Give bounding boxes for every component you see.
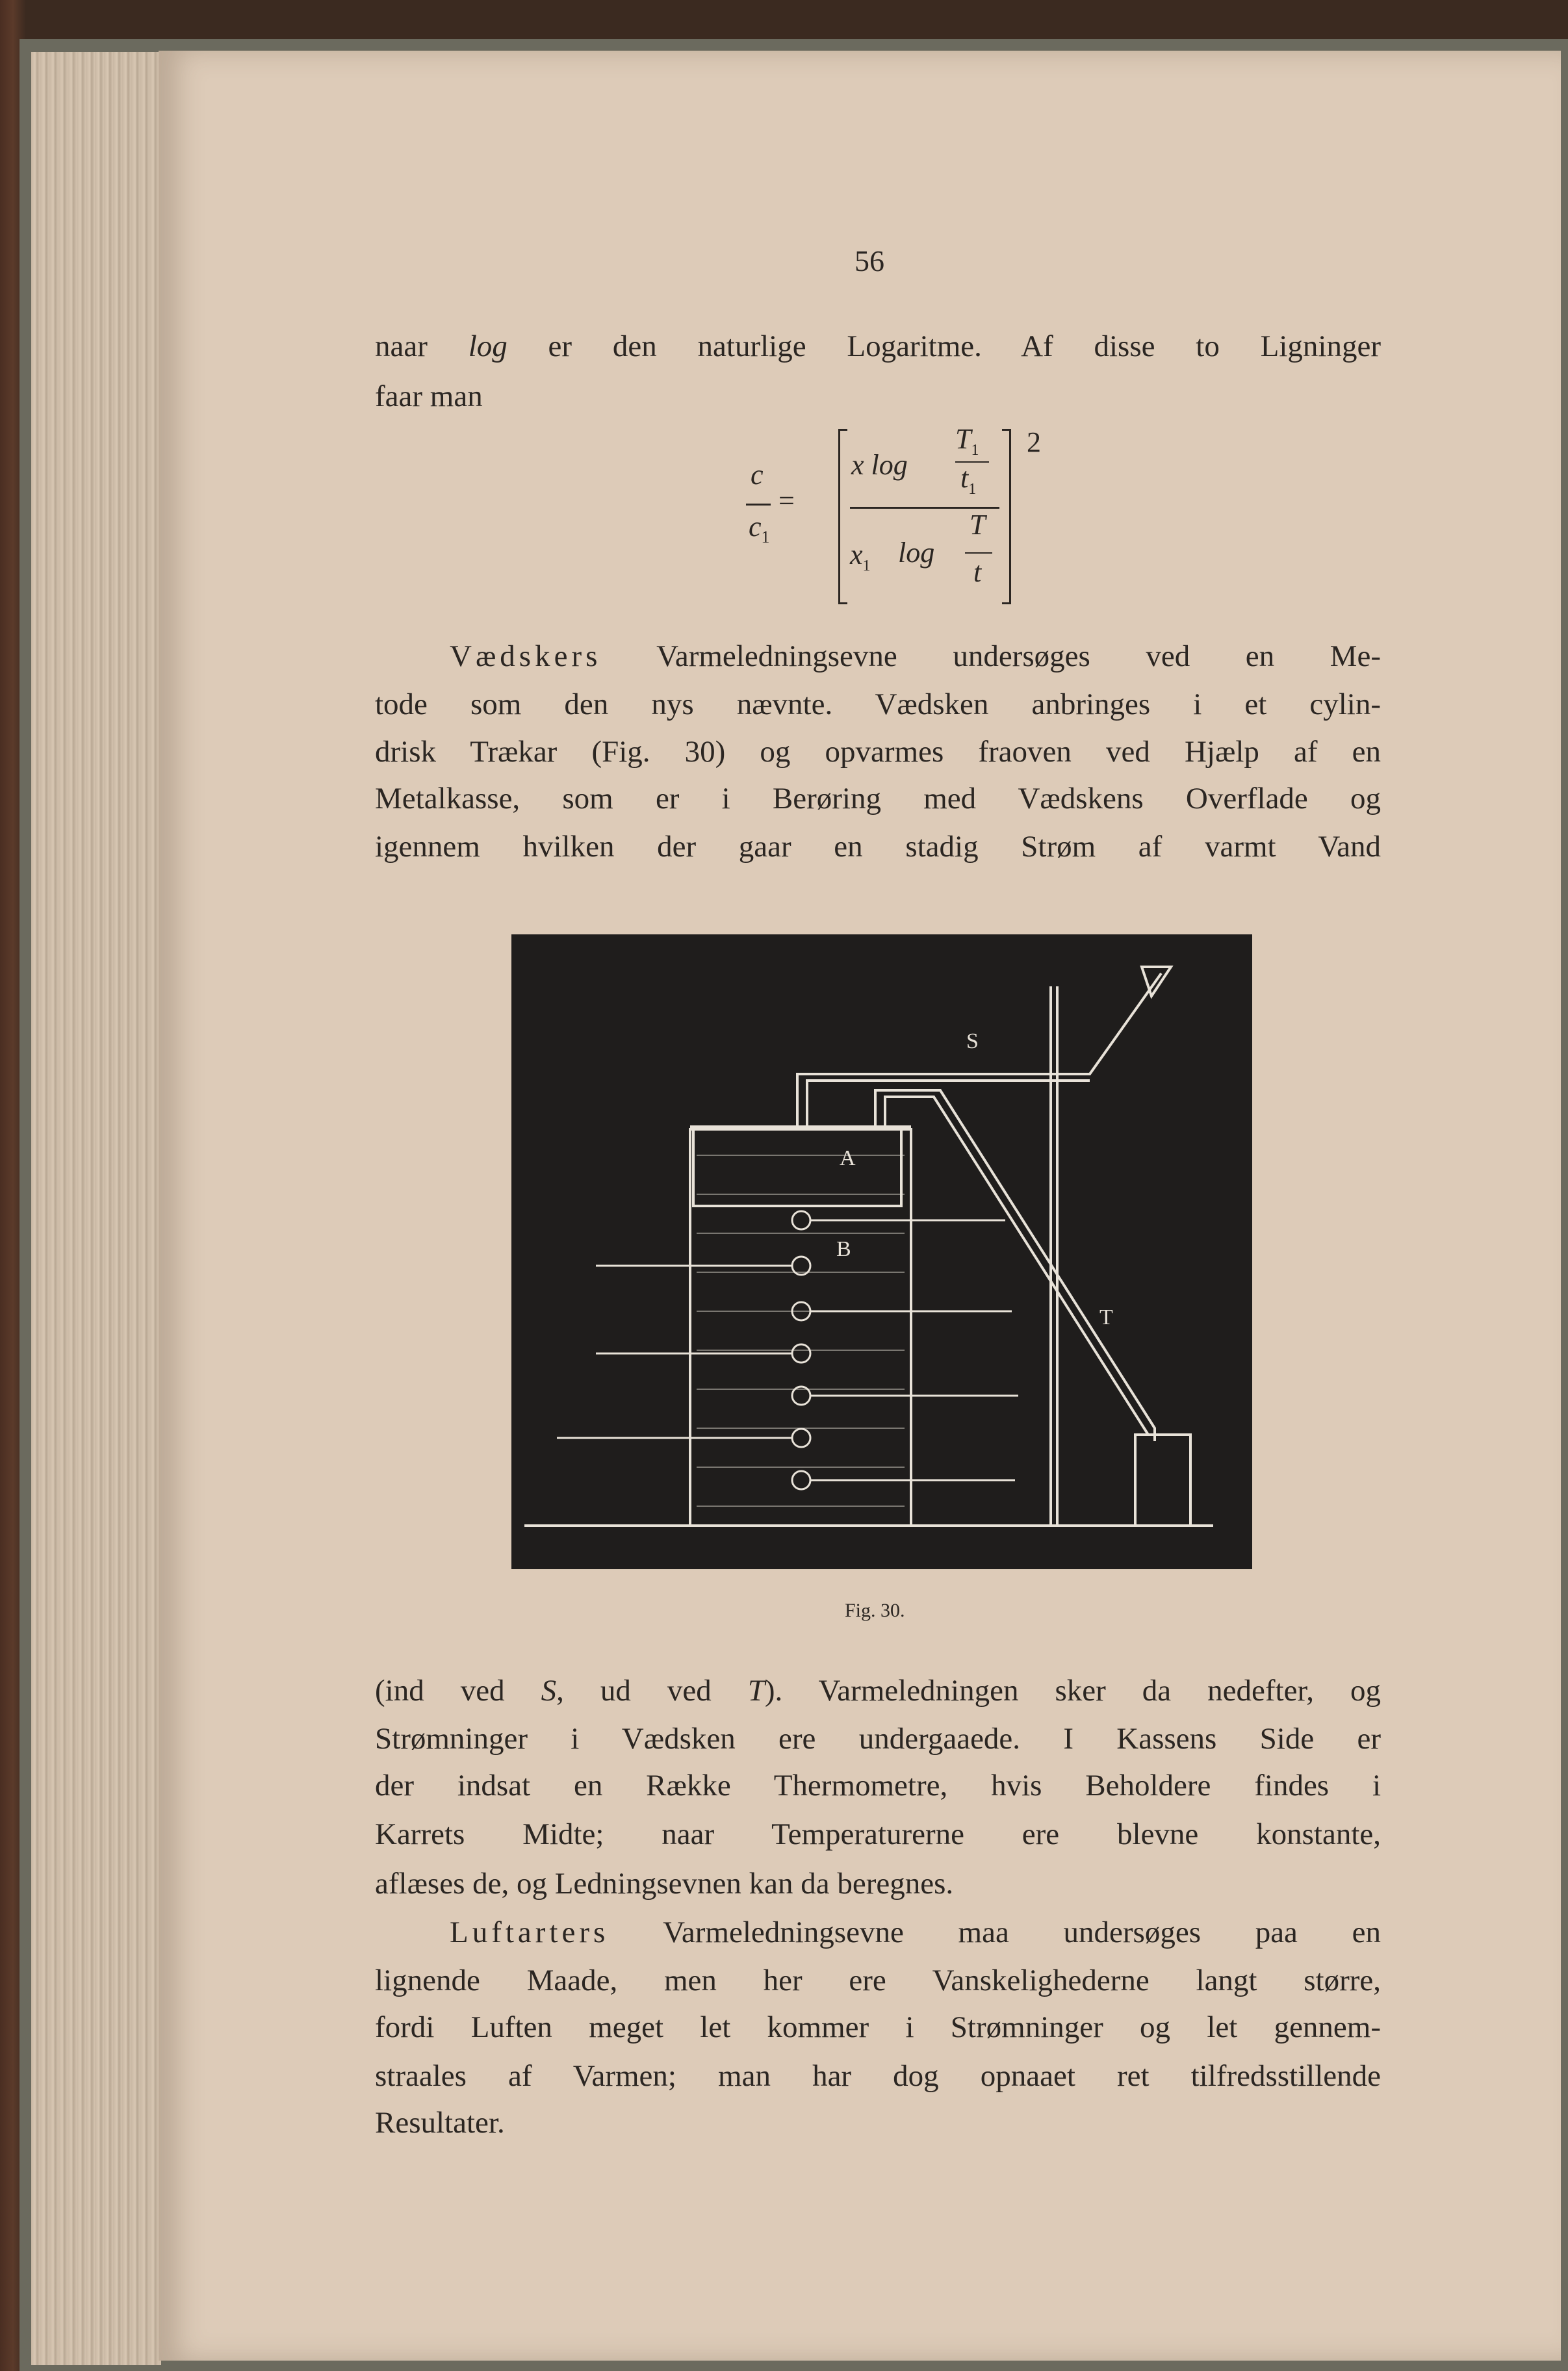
equation: c $c_1$ = x log $T_1$ $t_1$ $x_1$ log T t 2	[741, 422, 1079, 611]
text-line: aflæses de, og Ledningsevnen kan da beregnes.	[375, 1867, 954, 1901]
label-b: B	[836, 1237, 851, 1261]
label-s: S	[966, 1029, 979, 1053]
figure-apparatus	[511, 934, 1252, 1569]
text-line: tode som den nys nævnte. Vædsken anbringes i et cylin-	[375, 687, 1381, 721]
text-line: Karrets Midte; naar Temperaturerne ere blevne konstante,	[375, 1817, 1381, 1851]
text-line: straales af Varmen; man har dog opnaaet ret tilfredsstillende	[375, 2059, 1381, 2093]
text-line: faar man	[375, 379, 483, 413]
text-line: Resultater.	[375, 2106, 505, 2140]
text-line: Luftarters Varmeledningsevne maa undersøges paa en	[450, 1916, 1381, 1949]
eq-den-x1: $x_1$	[850, 539, 871, 574]
eq-lhs-denominator: $c_1$	[749, 511, 770, 546]
text-line: fordi Luften meget let kommer i Strømninger og let gennem-	[375, 2010, 1381, 2044]
label-t: T	[1099, 1305, 1113, 1329]
text-line: igennem hvilken der gaar en stadig Strøm af varmt Vand	[375, 830, 1381, 864]
text-line: naar log er den naturlige Logaritme. Af disse to Ligninger	[375, 329, 1382, 363]
text-line: Strømninger i Vædsken ere undergaaede. I Kassens Side er	[375, 1722, 1381, 1756]
eq-lhs-numerator: c	[751, 459, 764, 491]
apparatus-illustration	[511, 934, 1252, 1569]
page-number: 56	[855, 244, 884, 277]
text-line: drisk Trækar (Fig. 30) og opvarmes fraoven ved Hjælp af en	[375, 735, 1381, 769]
text-line: Metalkasse, som er i Berøring med Vædskens Overflade og	[375, 782, 1381, 815]
text-line: der indsat en Række Thermometre, hvis Beholdere findes i	[375, 1769, 1381, 1802]
eq-num-T1: $T_1$	[955, 423, 979, 459]
eq-exponent: 2	[1027, 426, 1041, 458]
figure-caption: Fig. 30.	[845, 1600, 905, 1621]
label-a: A	[840, 1146, 856, 1170]
page-edges	[31, 52, 161, 2365]
text-line: Vædskers Varmeledningsevne undersøges ved en Me-	[450, 639, 1381, 673]
text-line: lignende Maade, men her ere Vanskelighederne langt større,	[375, 1964, 1381, 1997]
text-line: (ind ved S, ud ved T). Varmeledningen sker da nedefter, og	[375, 1674, 1381, 1708]
eq-num-t1: $t_1$	[960, 462, 977, 498]
